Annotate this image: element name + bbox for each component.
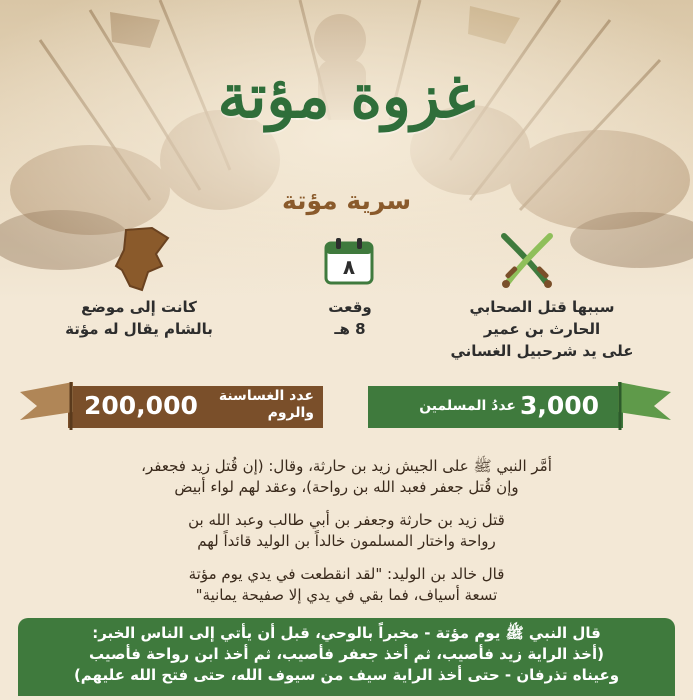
calendar-day: ٨ (342, 255, 356, 279)
hadith-line-3: وعيناه تذرفان - حتى أخذ الراية سيف من سيوف الله، حتى فتح الله عليهم) (73, 666, 620, 684)
muslims-count: 3,000 (520, 391, 600, 420)
paragraph-commanders-line-2: وإن قُتل جعفر فعبد الله بن رواحة)، وعقد لهم لواء أبيض (174, 478, 519, 496)
place-info (34, 296, 244, 340)
enemy-count: 200,000 (84, 391, 198, 420)
enemy-label (204, 388, 314, 422)
page-title: غزوة مؤتة (217, 62, 476, 132)
paragraph-commanders-line-1: أمَّر النبي ﷺ على الجيش زيد بن حارثة، وقال: (إن قُتل زيد فجعفر، (141, 457, 552, 475)
paragraph-khalid-quote-line-1: قال خالد بن الوليد: "لقد انقطعت في يدي يوم مؤتة (188, 565, 505, 583)
enemy-label-line-1: عدد الغساسنة (218, 388, 314, 404)
muslims-label: عددُ المسلمين (419, 398, 516, 414)
paragraph-khalid-quote (24, 564, 669, 606)
cause-line-2: الحارث بن عمير (483, 320, 601, 338)
hadith-line-2: (أخذ الراية زيد فأصيب، ثم أخذ جعفر فأصيب، ثم أخذ ابن رواحة فأصيب (88, 645, 604, 663)
calendar-icon (324, 237, 374, 285)
hadith-text (26, 623, 667, 686)
enemy-count-banner (18, 382, 323, 430)
crossed-swords-icon (496, 230, 558, 292)
place-line-2: بالشام يقال له مؤتة (65, 320, 213, 338)
date-line-1: وقعت (328, 298, 372, 316)
paragraph-khalid-quote-line-2: تسعة أسياف، فما بقي في يدي إلا صفيحة يمانية" (195, 586, 498, 604)
cause-info (426, 296, 658, 362)
map-jordan-icon (112, 226, 170, 292)
date-line-2: 8 هـ (334, 320, 366, 338)
paragraph-martyrs (24, 510, 669, 552)
hadith-line-1: قال النبي ﷺ يوم مؤتة - مخبراً بالوحي، قبل أن يأتي إلى الناس الخبر: (92, 624, 601, 642)
cause-line-3: على يد شرحبيل الغساني (450, 342, 634, 360)
paragraph-martyrs-line-2: رواحة واختار المسلمون خالداً بن الوليد قائداً لهم (197, 532, 496, 550)
enemy-label-line-2: والروم (267, 405, 314, 421)
paragraph-commanders (24, 456, 669, 498)
date-info (300, 296, 400, 340)
cause-line-1: سببها قتل الصحابي (469, 298, 615, 316)
page-subtitle: سرية مؤتة (281, 186, 412, 215)
paragraph-martyrs-line-1: قتل زيد بن حارثة وجعفر بن أبي طالب وعبد الله بن (188, 511, 505, 529)
place-line-1: كانت إلى موضع (81, 298, 197, 316)
muslims-count-banner (368, 382, 673, 430)
